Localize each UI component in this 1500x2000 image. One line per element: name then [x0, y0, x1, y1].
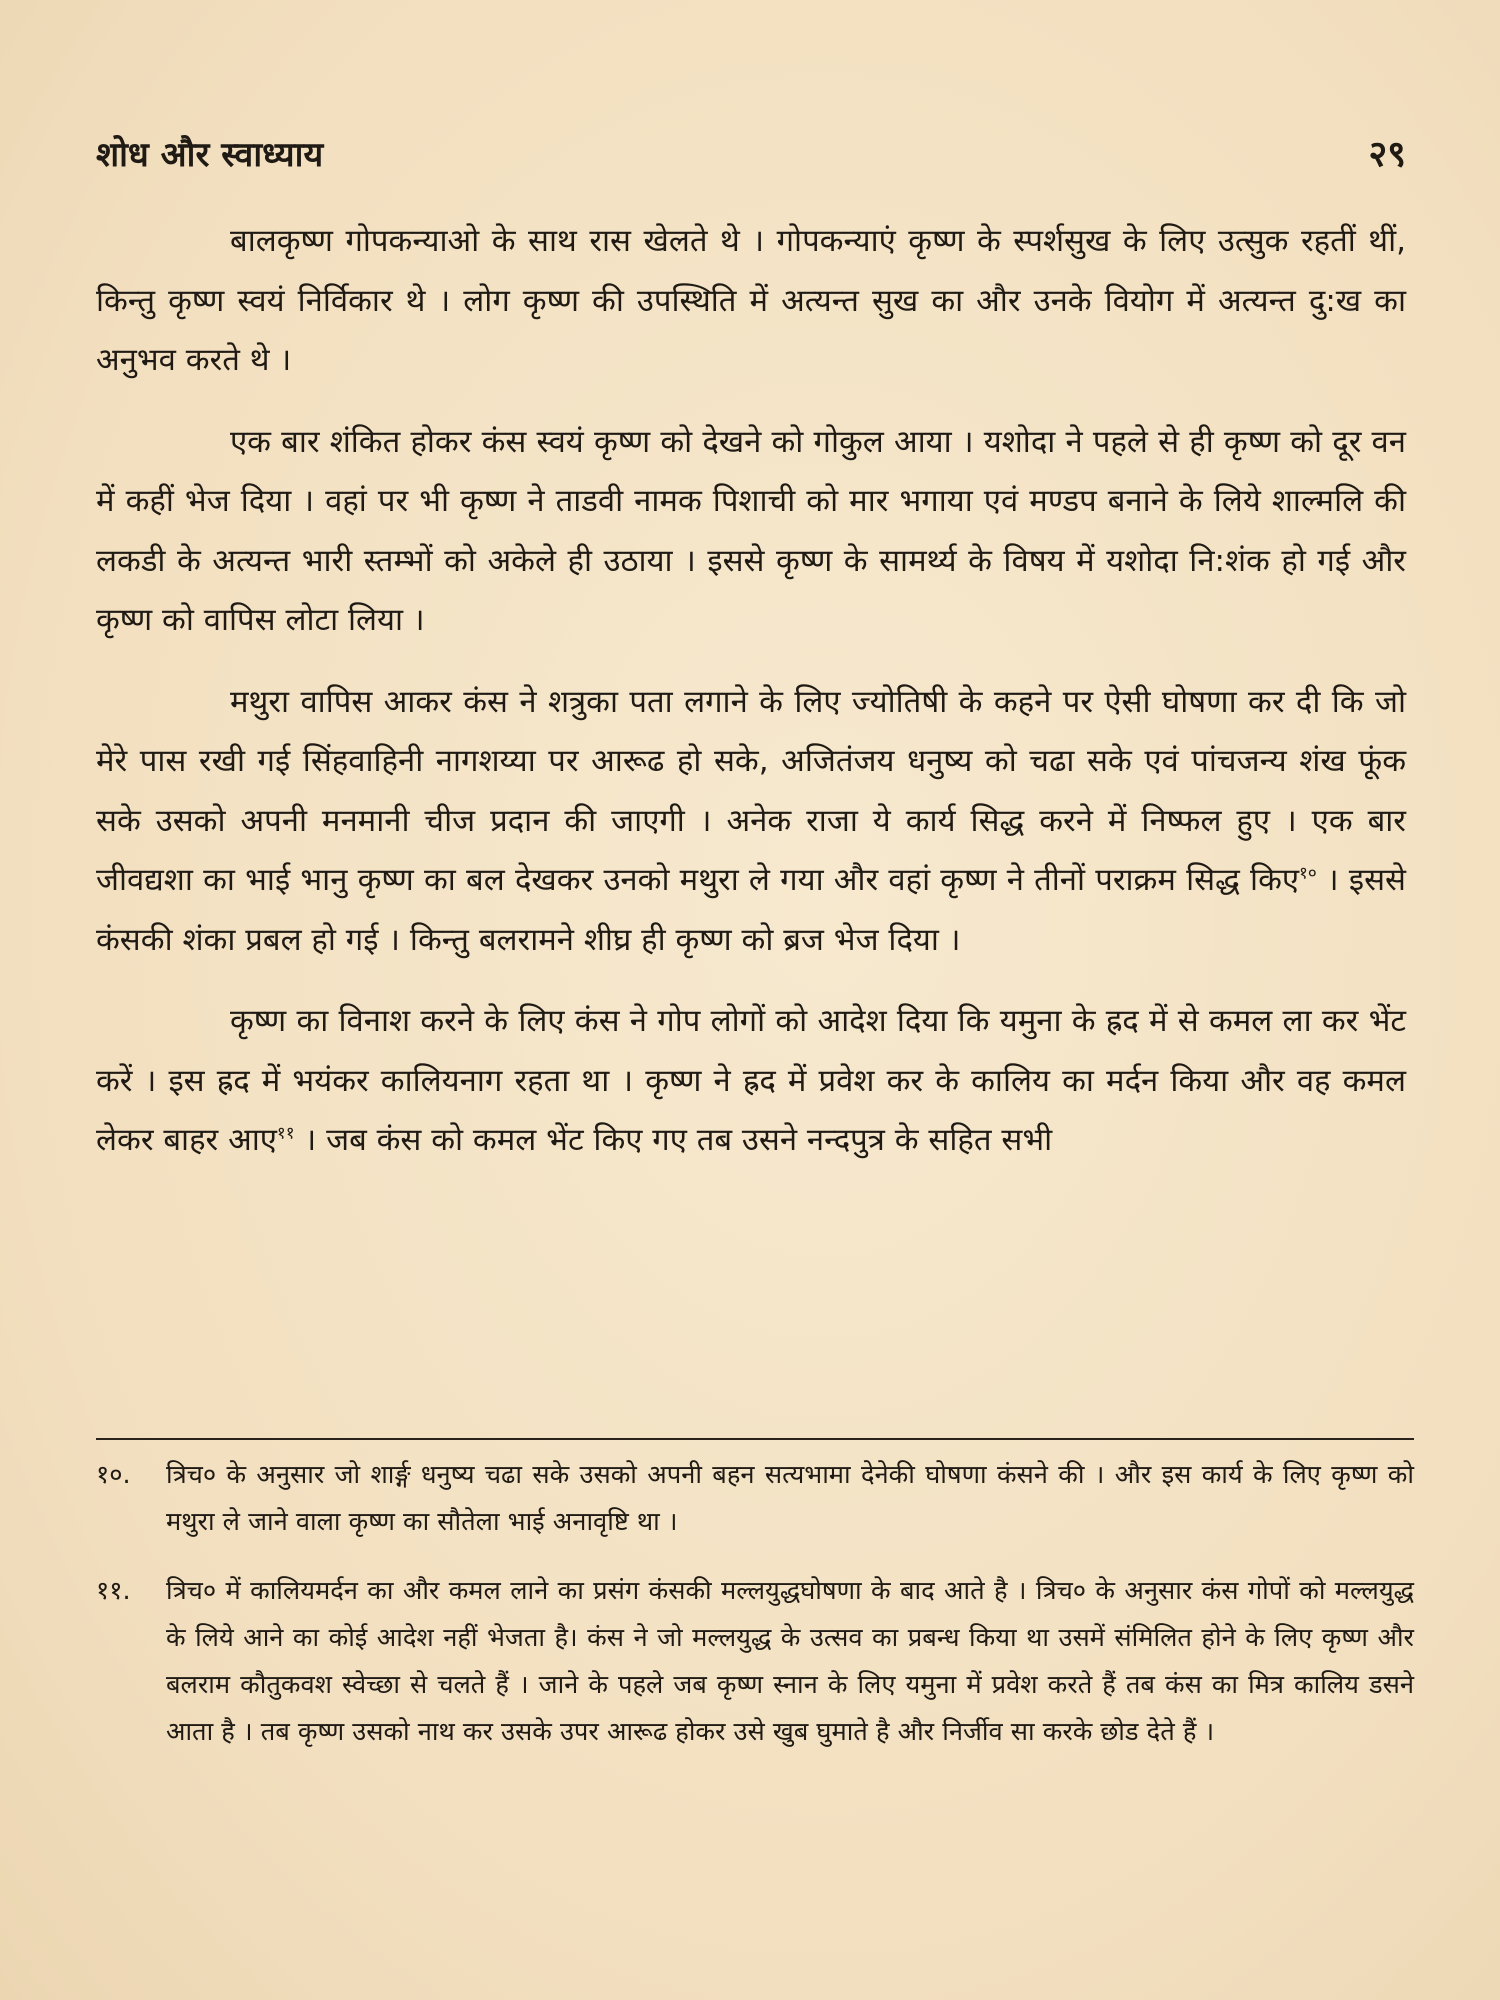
paragraph: [96, 673, 1406, 971]
footnote-ref: ११: [276, 1123, 295, 1144]
footnotes: [96, 1452, 1414, 1778]
footnote-text: त्रिच० के अनुसार जो शार्ङ्ग धनुष्य चढा सके उसको अपनी बहन सत्यभामा देनेकी घोषणा कंसने की । और इस कार्य के लिए कृष्ण को मथुरा ले जाने वाला कृष्ण का सौतेला भाई अनावृष्टि था ।: [166, 1460, 1414, 1537]
footnote-text: त्रिच० में कालियमर्दन का और कमल लाने का प्रसंग कंसकी मल्लयुद्धघोषणा के बाद आते है । त्रिच० के अनुसार कंस गोपों को मल्लयुद्ध के लिये आने का कोई आदेश नहीं भेजता है। कंस ने जो मल्लयुद्ध के उत्सव का प्रबन्ध किया था उसमें संमिलित होने के लिए कृष्ण और बलराम कौतुकवश स्वेच्छा से चलते हैं । जाने के पहले जब कृष्ण स्नान के लिए यमुना में प्रवेश करते हैं तब कंस का मित्र कालिय डसने आता है । तब कृष्ण उसको नाथ कर उसके उपर आरूढ होकर उसे खुब घुमाते है और निर्जीव सा करके छोड देते हैं ।: [166, 1576, 1414, 1747]
paragraph: एक बार शंकित होकर कंस स्वयं कृष्ण को देखने को गोकुल आया । यशोदा ने पहले से ही कृष्ण को दूर वन में कहीं भेज दिया । वहां पर भी कृष्ण ने ताडवी नामक पिशाची को मार भगाया एवं मण्डप बनाने के लिये शाल्मलि की लकडी के अत्यन्त भारी स्तम्भों को अकेले ही उठाया । इससे कृष्ण के सामर्थ्य के विषय में यशोदा नि:शंक हो गई और कृष्ण को वापिस लोटा लिया ।: [96, 423, 1406, 638]
paragraph: बालकृष्ण गोपकन्याओ के साथ रास खेलते थे । गोपकन्याएं कृष्ण के स्पर्शसुख के लिए उत्सुक रहतीं थीं, किन्तु कृष्ण स्वयं निर्विकार थे । लोग कृष्ण की उपस्थिति में अत्यन्त सुख का और उनके वियोग में अत्यन्त दु:ख का अनुभव करते थे ।: [96, 223, 1406, 378]
running-title: शोध और स्वाध्याय: [96, 135, 324, 175]
page-header: [96, 128, 1406, 177]
paragraph-text: कृष्ण का विनाश करने के लिए कंस ने गोप लोगों को आदेश दिया कि यमुना के ह्रद में से कमल ला कर भेंट करें । इस ह्रद में भयंकर कालियनाग रहता था । कृष्ण ने ह्रद में प्रवेश कर के कालिय का मर्दन किया और वह कमल लेकर बाहर आए: [96, 1003, 1406, 1158]
paragraph-text: मथुरा वापिस आकर कंस ने शत्रुका पता लगाने के लिए ज्योतिषी के कहने पर ऐसी घोषणा कर दी कि जो मेरे पास रखी गई सिंहवाहिनी नागशय्या पर आरूढ हो सके, अजितंजय धनुष्य को चढा सके एवं पांचजन्य शंख फूंक सके उसको अपनी मनमानी चीज प्रदान की जाएगी । अनेक राजा ये कार्य सिद्ध करने में निष्फल हुए । एक बार जीवद्यशा का भाई भानु कृष्ण का बल देखकर उनको मथुरा ले गया और वहां कृष्ण ने तीनों पराक्रम सिद्ध किए: [96, 683, 1406, 898]
footnote: [96, 1452, 1414, 1546]
paragraph: [96, 992, 1406, 1171]
paragraph-text: । जब कंस को कमल भेंट किए गए तब उसने नन्दपुत्र के सहित सभी: [294, 1122, 1053, 1158]
footnote-number: ११.: [96, 1576, 131, 1606]
footnote-ref: १०: [1299, 863, 1317, 884]
paragraph-text: । इससे कंसकी शंका प्रबल हो गई । किन्तु बलरामने शीघ्र ही कृष्ण को ब्रज भेज दिया ।: [96, 862, 1406, 958]
footnote-number: १०.: [96, 1460, 131, 1490]
page-number: २९: [1368, 134, 1406, 175]
main-text: [96, 212, 1406, 1193]
footnote: [96, 1568, 1414, 1756]
footnote-divider: [96, 1438, 1414, 1440]
